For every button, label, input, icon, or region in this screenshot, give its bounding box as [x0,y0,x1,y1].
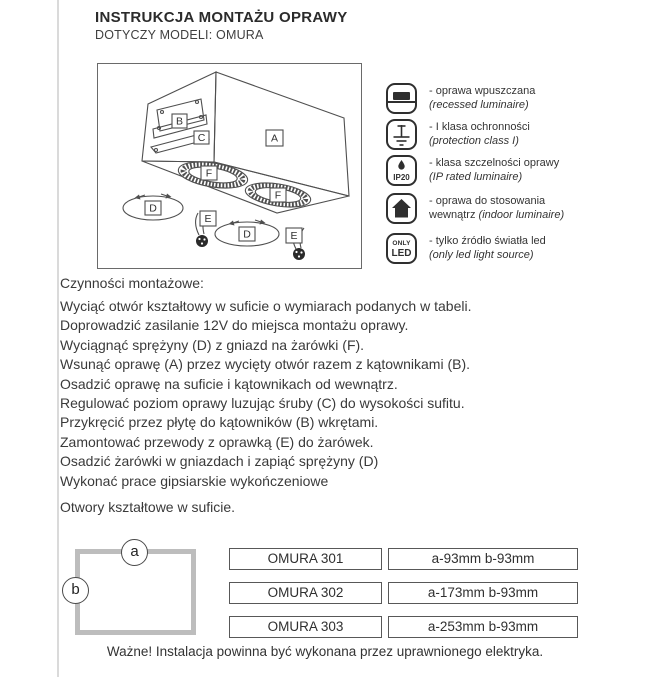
legend-text-indoor [429,195,564,222]
legend-text-ip [429,157,559,184]
step-line: Przykręcić przez płytę do kątowników (B) wkrętami. [60,414,379,431]
steps-section-title: Czynności montażowe: [60,275,204,291]
label-f1: F [205,167,213,180]
step-line: Zamontować przewody z oprawką (E) do żarówek. [60,433,374,450]
legend-pl: - klasa szczelności oprawy [429,157,560,169]
water-drop-glyph [388,157,415,173]
table-cell-model: OMURA 301 [229,548,382,570]
label-e2: E [290,230,298,242]
legend-en: (protection class I) [429,134,519,147]
legend-text-led [429,235,546,262]
assembly-steps [60,297,471,491]
step-line: Osadzić oprawę na suficie i kątownikach od wewnątrz. [60,375,398,392]
dimension-marker-a: a [121,539,148,566]
step-line: Regulować poziom oprawy luzując śruby (C) do wysokości sufitu. [60,395,465,412]
label-f2: F [274,189,282,202]
label-d2: D [243,228,251,241]
table-cell-model: OMURA 303 [229,616,382,638]
page-margin-line [57,0,59,677]
recessed-lamp-glyph [393,92,410,100]
step-line: Osadzić żarówki w gniazdach i zapiąć sprężyny (D) [60,453,379,470]
legend-pl: - tylko źródło światła led [429,235,546,247]
label-b: B [175,115,184,128]
only-label: ONLY [392,240,411,247]
legend-pl: - oprawa do stosowania [429,195,546,207]
ceiling-line-glyph [388,101,415,103]
legend-pl2: wewnątrz [429,208,476,221]
luminaire-diagram [98,64,359,266]
dimension-marker-b: b [62,577,89,604]
table-cell-size: a-253mm b-93mm [388,616,578,638]
step-line: Wyciąć otwór kształtowy w suficie o wymiarach podanych w tabeli. [60,298,472,314]
step-line: Wyciągnąć sprężyny (D) z gniazd na żarówki (F). [60,336,365,353]
legend-en: (only led light source) [429,248,534,261]
diagram-frame [97,63,362,269]
bottom-face [142,161,349,213]
legend-text-recessed [429,85,535,112]
table-cell-size: a-93mm b-93mm [388,548,578,570]
label-a: A [270,132,279,145]
legend-en: (indoor luminaire) [478,208,565,221]
legend-en: (IP rated luminaire) [429,170,523,183]
house-glyph [388,195,415,222]
page-subtitle: DOTYCZY MODELI: OMURA [95,28,264,42]
page-title: INSTRUKCJA MONTAŻU OPRAWY [95,9,348,26]
led-label: LED [391,248,412,259]
protection-class-1-icon [386,119,417,150]
legend-en: (recessed luminaire) [429,98,529,111]
step-line: Wykonać prace gipsiarskie wykończeniowe [60,472,329,489]
label-e1: E [204,213,212,225]
label-d1: D [149,202,157,215]
step-line: Wsunąć oprawę (A) przez wycięty otwór razem z kątownikami (B). [60,356,470,373]
legend-pl: - oprawa wpuszczana [429,85,536,97]
ip20-icon [386,155,417,186]
table-cell-size: a-173mm b-93mm [388,582,578,604]
holes-section-title: Otwory kształtowe w suficie. [60,499,236,515]
earth-symbol [388,121,415,148]
ip20-label: IP20 [393,173,410,182]
legend-text-class1 [429,121,530,148]
legend-pl: - I klasa ochronności [429,121,530,133]
indoor-luminaire-icon [386,193,417,224]
table-cell-model: OMURA 302 [229,582,382,604]
label-c: C [197,132,206,144]
recessed-luminaire-icon [386,83,417,114]
important-note: Ważne! Instalacja powinna być wykonana przez uprawnionego elektryka. [106,644,544,659]
step-line: Doprowadzić zasilanie 12V do miejsca montażu oprawy. [60,317,409,334]
led-only-icon [386,233,417,264]
